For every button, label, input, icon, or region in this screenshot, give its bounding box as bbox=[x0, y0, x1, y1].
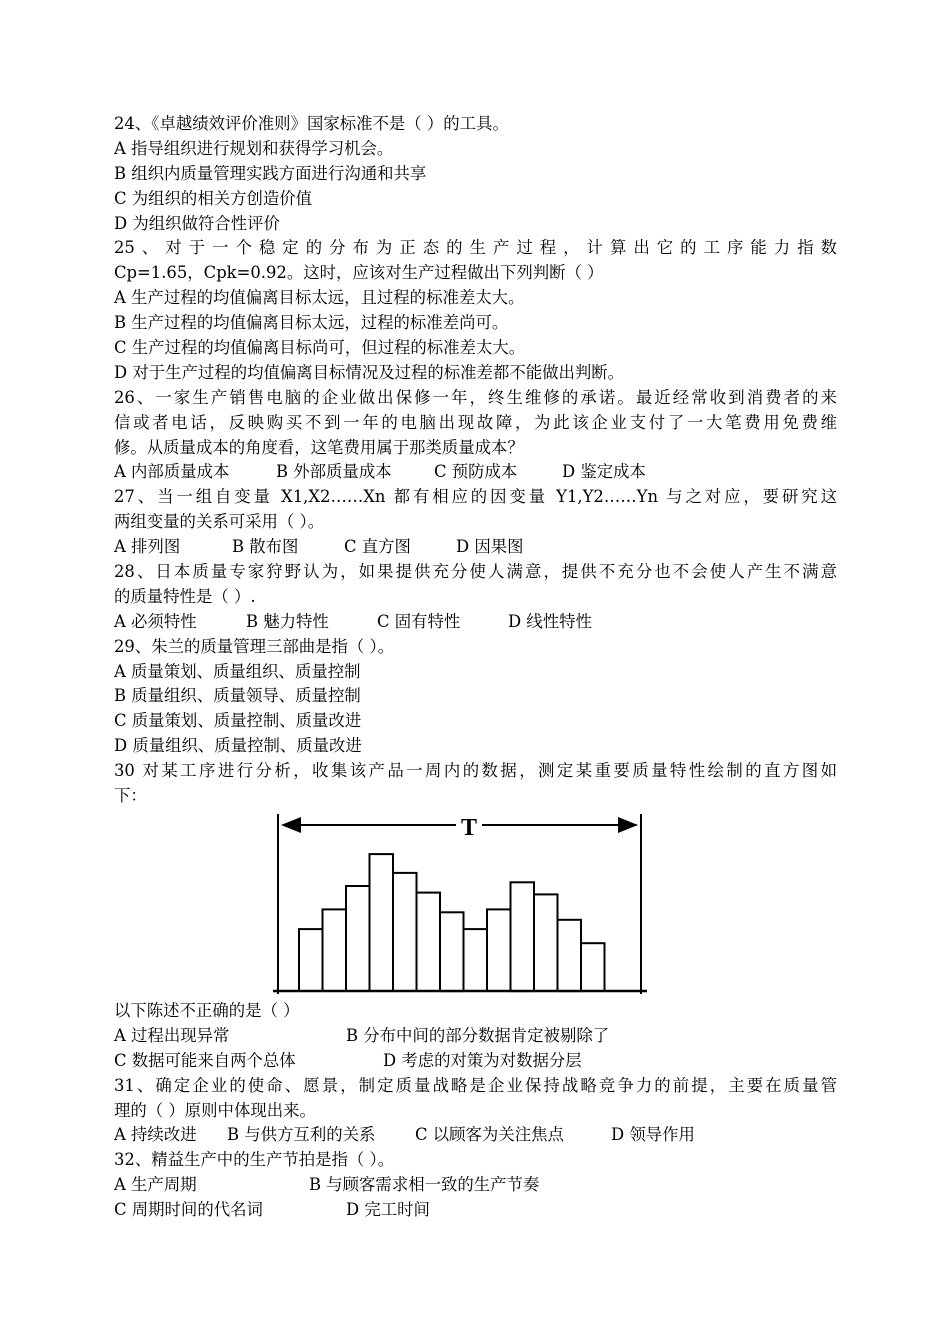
question-32-option-b: B 与顾客需求相一致的生产节奏 bbox=[309, 1175, 540, 1195]
question-31-option-d: D 领导作用 bbox=[611, 1125, 695, 1145]
histogram-bar-9 bbox=[487, 909, 511, 991]
question-32-options-row1 bbox=[114, 1173, 837, 1198]
question-26-stem-line3: 修。从质量成本的角度看，这笔费用属于那类质量成本？ bbox=[114, 437, 524, 457]
question-28-option-c: C 固有特性 bbox=[377, 611, 461, 631]
question-25-stem-line2: Cp=1.65，Cpk=0.92。这时，应该对生产过程做出下列判断（ ） bbox=[114, 263, 604, 283]
histogram-bar-1 bbox=[299, 929, 323, 991]
question-26-option-d: D 鉴定成本 bbox=[562, 462, 646, 482]
question-26-stem-line2: 信或者电话，反映购买不到一年的电脑出现故障，为此该企业支付了一大笔费用免费维 bbox=[114, 412, 837, 432]
question-25-option-b: B 生产过程的均值偏离目标太远，过程的标准差尚可。 bbox=[114, 313, 509, 333]
question-29-option-d: D 质量组织、质量控制、质量改进 bbox=[114, 736, 362, 756]
question-31-stem-line1: 31、确定企业的使命、愿景，制定质量战略是企业保持战略竞争力的前提，主要在质量管 bbox=[114, 1075, 837, 1095]
question-32-options-row2 bbox=[114, 1198, 837, 1223]
question-28-options bbox=[114, 610, 837, 635]
histogram-bar-7 bbox=[440, 912, 464, 991]
question-28-stem-line2: 的质量特性是（ ）. bbox=[114, 586, 256, 606]
question-27-stem-line1: 27、当一组自变量 X1,X2……Xn 都有相应的因变量 Y1,Y2……Yn 与之对应，要研究这 bbox=[114, 487, 837, 507]
question-31-options bbox=[114, 1123, 837, 1148]
question-32-option-a: A 生产周期 bbox=[114, 1175, 197, 1195]
question-27-stem-line2: 两组变量的关系可采用（ ）。 bbox=[114, 512, 325, 532]
question-25-option-a: A 生产过程的均值偏离目标太远，且过程的标准差太大。 bbox=[114, 288, 525, 308]
question-28-option-d: D 线性特性 bbox=[508, 611, 592, 631]
histogram-bar-2 bbox=[323, 909, 347, 991]
question-32-stem: 32、精益生产中的生产节拍是指（ ）。 bbox=[114, 1150, 395, 1170]
question-24-option-a: A 指导组织进行规划和获得学习机会。 bbox=[114, 138, 394, 158]
question-30-option-d: D 考虑的对策为对数据分层 bbox=[383, 1050, 582, 1070]
histogram-bar-5 bbox=[393, 873, 417, 991]
question-25-option-d: D 对于生产过程的均值偏离目标情况及过程的标准差都不能做出判断。 bbox=[114, 362, 625, 382]
histogram-bar-4 bbox=[370, 854, 394, 991]
question-29-option-a: A 质量策划、质量组织、质量控制 bbox=[114, 661, 361, 681]
question-30-options-row2 bbox=[114, 1049, 837, 1074]
histogram-bars bbox=[299, 854, 605, 991]
question-28-stem-line1: 28、日本质量专家狩野认为，如果提供充分使人满意，提供不充分也不会使人产生不满意 bbox=[114, 562, 837, 582]
question-30-stem-line1: 30 对某工序进行分析，收集该产品一周内的数据，测定某重要质量特性绘制的直方图如 bbox=[114, 761, 837, 781]
histogram-bar-8 bbox=[464, 929, 488, 991]
question-30-option-b: B 分布中间的部分数据肯定被剔除了 bbox=[346, 1025, 610, 1045]
question-26-stem-line1: 26、一家生产销售电脑的企业做出保修一年，终生维修的承诺。最近经常收到消费者的来 bbox=[114, 387, 837, 407]
document-body bbox=[114, 112, 837, 1223]
histogram-bar-10 bbox=[511, 882, 535, 991]
question-24-option-d: D 为组织做符合性评价 bbox=[114, 213, 280, 233]
histogram-chart bbox=[271, 814, 651, 999]
histogram-bar-3 bbox=[346, 886, 370, 991]
question-32-option-d: D 完工时间 bbox=[346, 1200, 430, 1220]
question-28-option-a: A 必须特性 bbox=[114, 611, 197, 631]
question-31-option-c: C 以顾客为关注焦点 bbox=[415, 1125, 564, 1145]
question-27-options bbox=[114, 535, 837, 560]
question-31-option-b: B 与供方互利的关系 bbox=[227, 1125, 376, 1145]
question-24-option-c: C 为组织的相关方创造价值 bbox=[114, 188, 313, 208]
question-31-option-a: A 持续改进 bbox=[114, 1125, 197, 1145]
question-29-option-c: C 质量策划、质量控制、质量改进 bbox=[114, 711, 362, 731]
question-30-stem-line2: 下： bbox=[114, 786, 147, 806]
question-26-option-b: B 外部质量成本 bbox=[276, 462, 392, 482]
question-30-option-a: A 过程出现异常 bbox=[114, 1025, 230, 1045]
question-32-option-c: C 周期时间的代名词 bbox=[114, 1200, 263, 1220]
question-26-options bbox=[114, 460, 837, 485]
question-26-option-c: C 预防成本 bbox=[434, 462, 518, 482]
question-24-option-b: B 组织内质量管理实践方面进行沟通和共享 bbox=[114, 163, 427, 183]
tolerance-label: T bbox=[460, 814, 478, 841]
question-30-option-c: C 数据可能来自两个总体 bbox=[114, 1050, 296, 1070]
question-27-option-a: A 排列图 bbox=[114, 537, 181, 557]
question-27-option-c: C 直方图 bbox=[344, 537, 411, 557]
histogram-bar-13 bbox=[581, 943, 605, 991]
question-25-stem-line1: 25、对于一个稳定的分布为正态的生产过程，计算出它的工序能力指数 bbox=[114, 238, 837, 258]
question-30-prompt: 以下陈述不正确的是（ ） bbox=[114, 1000, 300, 1020]
histogram-bar-6 bbox=[417, 893, 441, 991]
question-25-option-c: C 生产过程的均值偏离目标尚可，但过程的标准差太大。 bbox=[114, 338, 526, 358]
question-29-option-b: B 质量组织、质量领导、质量控制 bbox=[114, 686, 361, 706]
question-28-option-b: B 魅力特性 bbox=[246, 611, 329, 631]
question-27-option-d: D 因果图 bbox=[456, 537, 524, 557]
question-27-option-b: B 散布图 bbox=[232, 537, 299, 557]
histogram-bar-11 bbox=[534, 894, 558, 991]
histogram-bar-12 bbox=[558, 920, 582, 991]
question-30-options-row1 bbox=[114, 1024, 837, 1049]
question-26-option-a: A 内部质量成本 bbox=[114, 462, 230, 482]
question-24-stem: 24、《卓越绩效评价准则》国家标准不是（ ）的工具。 bbox=[114, 114, 509, 133]
question-31-stem-line2: 理的（ ）原则中体现出来。 bbox=[114, 1100, 316, 1120]
question-29-stem: 29、朱兰的质量管理三部曲是指（ ）。 bbox=[114, 636, 395, 656]
